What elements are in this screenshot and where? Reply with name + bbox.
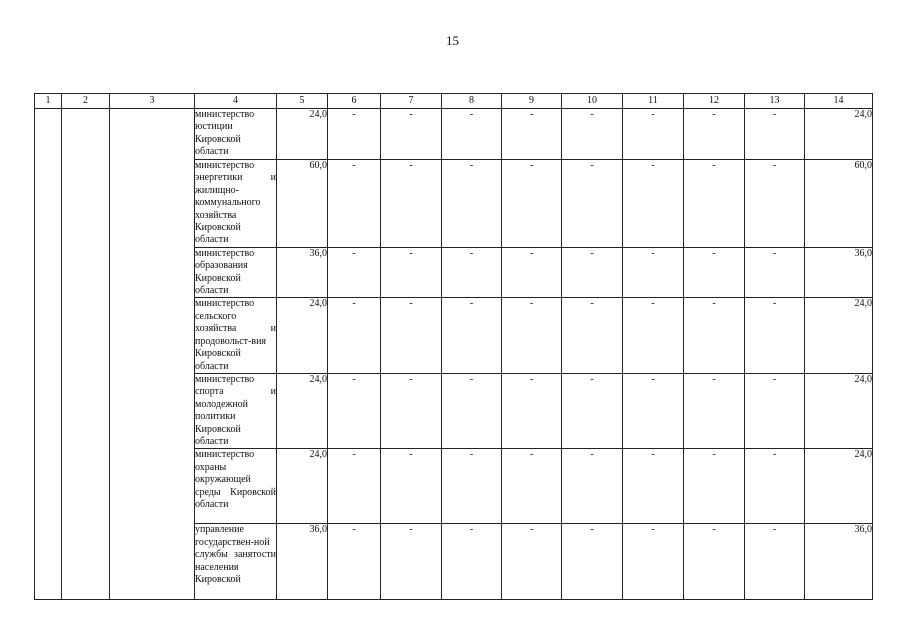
organization-name: министерство юстиции Кировской области [195, 109, 277, 160]
cell-col-13: - [745, 524, 805, 600]
cell-col-13: - [745, 160, 805, 248]
column-header-4: 4 [195, 94, 277, 109]
cell-col-13: - [745, 109, 805, 160]
cell-col-7: - [381, 247, 442, 298]
cell-col-11: - [623, 247, 684, 298]
cell-col-11: - [623, 449, 684, 524]
cell-col-9: - [502, 109, 562, 160]
cell-col-6: - [328, 160, 381, 248]
cell-col-12: - [684, 109, 745, 160]
organization-name: министерство спорта и молодежной политики Кировской области [195, 373, 276, 447]
table-row [35, 109, 873, 160]
cell-col-13: - [745, 373, 805, 448]
column-header-1: 1 [35, 94, 62, 109]
column-header-6: 6 [328, 94, 381, 109]
cell-col-8: - [442, 449, 502, 524]
amount-col-5: 36,0 [277, 247, 328, 298]
column-header-11: 11 [623, 94, 684, 109]
cell-col-9: - [502, 524, 562, 600]
cell-col-7: - [381, 160, 442, 248]
cell-col-9: - [502, 160, 562, 248]
cell-col-10: - [562, 449, 623, 524]
organization-name: министерство охраны окружающей среды Кировской области [195, 449, 277, 524]
cell-col-8: - [442, 247, 502, 298]
column-header-14: 14 [805, 94, 873, 109]
cell-col-10: - [562, 109, 623, 160]
amount-col-5: 24,0 [277, 373, 328, 448]
column-header-9: 9 [502, 94, 562, 109]
column-header-12: 12 [684, 94, 745, 109]
cell-col-12: - [684, 449, 745, 524]
column-header-5: 5 [277, 94, 328, 109]
cell-col-3 [110, 109, 195, 600]
cell-col-6: - [328, 247, 381, 298]
amount-col-5: 36,0 [277, 524, 328, 600]
cell-col-8: - [442, 524, 502, 600]
cell-col-6: - [328, 298, 381, 373]
cell-col-8: - [442, 298, 502, 373]
amount-col-14: 24,0 [805, 298, 873, 373]
amount-col-14: 24,0 [805, 373, 873, 448]
cell-col-10: - [562, 247, 623, 298]
header-row [35, 94, 873, 109]
cell-col-8: - [442, 160, 502, 248]
amount-col-5: 60,0 [277, 160, 328, 248]
cell-col-8: - [442, 373, 502, 448]
amount-col-14: 36,0 [805, 247, 873, 298]
organization-name: министерство образования Кировской области [195, 247, 277, 298]
page-number: 15 [446, 33, 459, 48]
cell-col-7: - [381, 298, 442, 373]
cell-col-1 [35, 109, 62, 600]
cell-col-10: - [562, 160, 623, 248]
amount-col-14: 36,0 [805, 524, 873, 600]
cell-col-7: - [381, 109, 442, 160]
cell-col-13: - [745, 247, 805, 298]
cell-col-11: - [623, 160, 684, 248]
cell-col-11: - [623, 109, 684, 160]
cell-col-9: - [502, 449, 562, 524]
cell-col-2 [62, 109, 110, 600]
cell-col-9: - [502, 373, 562, 448]
organization-name: министерство энергетики и жилищно-коммунального хозяйства Кировской области [195, 160, 276, 246]
column-header-10: 10 [562, 94, 623, 109]
column-header-13: 13 [745, 94, 805, 109]
cell-col-13: - [745, 298, 805, 373]
cell-col-6: - [328, 524, 381, 600]
cell-col-6: - [328, 373, 381, 448]
cell-col-6: - [328, 109, 381, 160]
cell-col-10: - [562, 298, 623, 373]
cell-col-12: - [684, 247, 745, 298]
data-table [34, 93, 873, 600]
column-header-7: 7 [381, 94, 442, 109]
cell-col-11: - [623, 373, 684, 448]
cell-col-13: - [745, 449, 805, 524]
cell-col-10: - [562, 524, 623, 600]
cell-col-11: - [623, 524, 684, 600]
cell-col-12: - [684, 160, 745, 248]
cell-col-9: - [502, 298, 562, 373]
cell-col-12: - [684, 373, 745, 448]
organization-name: министерство сельского хозяйства и продовольст-вия Кировской области [195, 298, 276, 372]
cell-col-7: - [381, 373, 442, 448]
cell-col-6: - [328, 449, 381, 524]
column-header-8: 8 [442, 94, 502, 109]
cell-col-7: - [381, 449, 442, 524]
cell-col-10: - [562, 373, 623, 448]
cell-col-11: - [623, 298, 684, 373]
amount-col-5: 24,0 [277, 109, 328, 160]
amount-col-14: 24,0 [805, 109, 873, 160]
column-header-3: 3 [110, 94, 195, 109]
cell-col-8: - [442, 109, 502, 160]
cell-col-9: - [502, 247, 562, 298]
cell-col-7: - [381, 524, 442, 600]
amount-col-5: 24,0 [277, 449, 328, 524]
amount-col-5: 24,0 [277, 298, 328, 373]
cell-col-12: - [684, 298, 745, 373]
column-header-2: 2 [62, 94, 110, 109]
amount-col-14: 60,0 [805, 160, 873, 248]
organization-name: управление государствен-ной службы занятости населения Кировской [195, 524, 277, 600]
cell-col-12: - [684, 524, 745, 600]
amount-col-14: 24,0 [805, 449, 873, 524]
